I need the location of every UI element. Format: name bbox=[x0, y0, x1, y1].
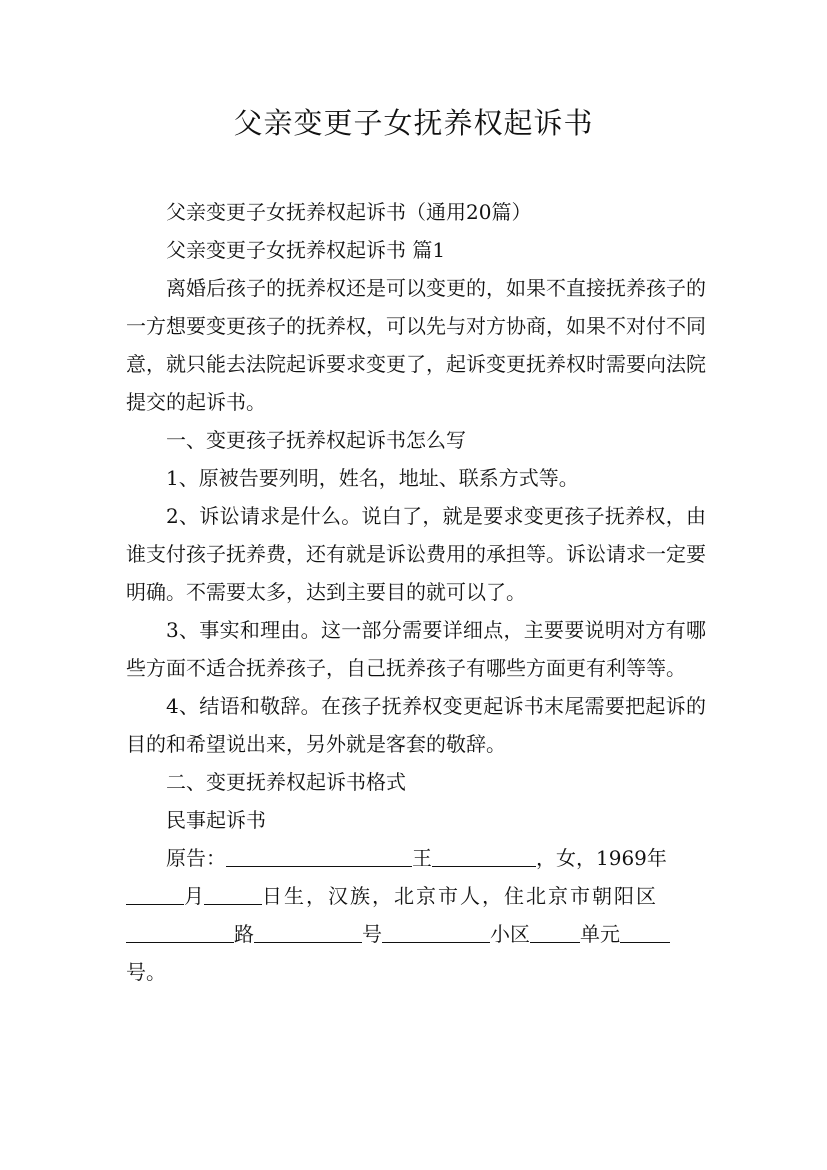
paragraph-point-1: 1、原被告要列明，姓名，地址、联系方式等。 bbox=[166, 466, 579, 490]
blank-line bbox=[530, 920, 580, 943]
blank-line bbox=[126, 882, 184, 905]
plaintiff-label: 原告： bbox=[166, 846, 226, 870]
plaintiff-road: 路 bbox=[234, 922, 254, 946]
plaintiff-community: 小区 bbox=[490, 922, 530, 946]
paragraph-point-2: 2、诉讼请求是什么。说白了，就是要求变更孩子抚养权，由谁支付孩子抚养费，还有就是诉讼费用的承担等。诉讼请求一定要明确。不需要太多，达到主要目的就可以了。 bbox=[126, 504, 706, 604]
plaintiff-room: 号。 bbox=[126, 960, 166, 984]
plaintiff-surname: 王 bbox=[412, 846, 432, 870]
plaintiff-line-3 bbox=[126, 915, 706, 953]
paragraph-point-4: 4、结语和敬辞。在孩子抚养权变更起诉书末尾需要把起诉的目的和希望说出来，另外就是客套的敬辞。 bbox=[126, 694, 706, 756]
blank-line bbox=[204, 882, 262, 905]
document-title: 父亲变更子女抚养权起诉书 bbox=[233, 106, 594, 140]
plaintiff-birth-place: 日生，汉族，北京市人，住北京市朝阳区 bbox=[262, 884, 658, 908]
plaintiff-line-4 bbox=[126, 953, 706, 991]
blank-line bbox=[126, 920, 234, 943]
paragraph-point-3: 3、事实和理由。这一部分需要详细点，主要要说明对方有哪些方面不适合抚养孩子，自己抚养孩子有哪些方面更有利等等。 bbox=[126, 618, 706, 680]
blank-line bbox=[226, 844, 412, 867]
plaintiff-form bbox=[126, 839, 706, 991]
plaintiff-gender-birth-year: ，女，1969年 bbox=[536, 846, 667, 870]
paragraph-heading-how-to-write: 一、变更孩子抚养权起诉书怎么写 bbox=[166, 428, 466, 452]
blank-line bbox=[254, 920, 362, 943]
plaintiff-line-1 bbox=[126, 839, 706, 877]
plaintiff-number: 号 bbox=[362, 922, 382, 946]
blank-line bbox=[432, 844, 536, 867]
blank-line bbox=[382, 920, 490, 943]
paragraph-civil-complaint: 民事起诉书 bbox=[166, 808, 266, 832]
plaintiff-month: 月 bbox=[184, 884, 204, 908]
paragraph-heading-format: 二、变更抚养权起诉书格式 bbox=[166, 770, 406, 794]
paragraph-intro: 离婚后孩子的抚养权还是可以变更的，如果不直接抚养孩子的一方想要变更孩子的抚养权，可以先与对方协商，如果不对付不同意，就只能去法院起诉要求变更了，起诉变更抚养权时需要向法院提交的起诉书。 bbox=[126, 276, 706, 414]
paragraph-subtitle: 父亲变更子女抚养权起诉书（通用20篇） bbox=[166, 200, 532, 224]
plaintiff-line-2 bbox=[126, 877, 706, 915]
blank-line bbox=[620, 920, 670, 943]
document-body bbox=[126, 193, 706, 991]
paragraph-section-heading: 父亲变更子女抚养权起诉书 篇1 bbox=[166, 238, 446, 262]
plaintiff-unit: 单元 bbox=[580, 922, 620, 946]
